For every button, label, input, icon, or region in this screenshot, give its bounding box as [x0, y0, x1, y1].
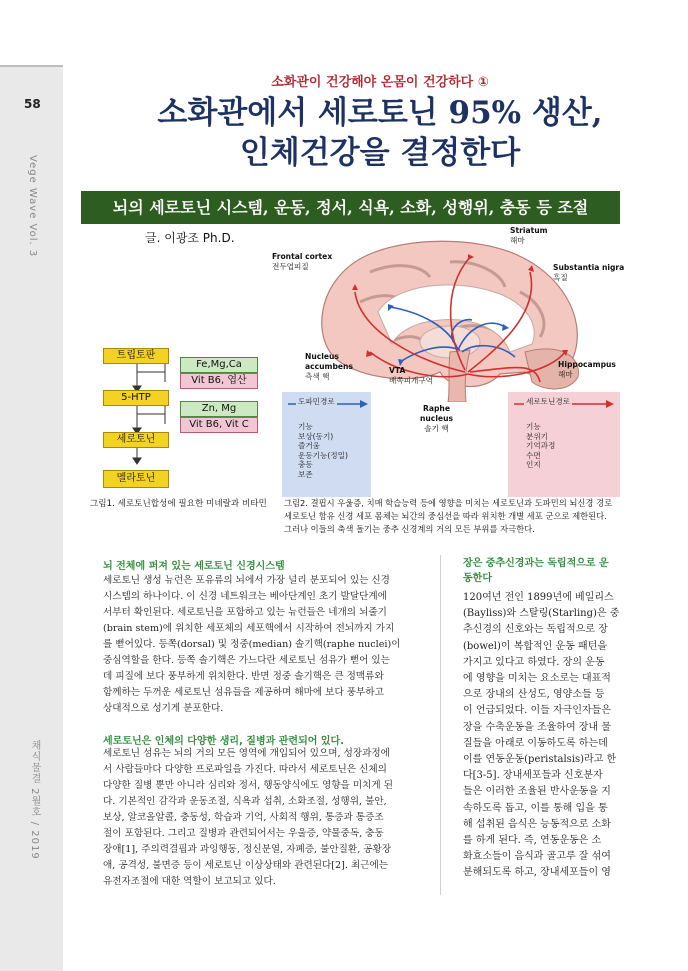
- subtitle-banner: 뇌의 세로토닌 시스템, 운동, 정서, 식욕, 소화, 성행위, 충동 등 조절: [81, 191, 620, 224]
- body-line: 함께하는 두꺼운 세로토닌 섬유들을 제공하며 해마에 보다 풍부하고: [103, 687, 384, 698]
- body-line: 장애[1], 주의력결핍과 과잉행동, 정신분열, 자폐증, 불안질환, 공황장: [103, 844, 392, 855]
- side-line: 속하도록 돕고, 이를 통해 입을 통: [463, 802, 608, 814]
- side-line: 들은 이러한 조율된 반사운동을 지: [463, 786, 611, 798]
- side-line: 분해되도록 하고, 장내세포들이 영: [463, 867, 611, 879]
- figure2-caption: [284, 497, 644, 536]
- left-margin-band-rule: [0, 65, 63, 67]
- body-line: (brain stem)에 위치한 세포체의 세포핵에서 시작하여 전뇌까지 가지: [103, 623, 395, 634]
- label-frontal-cortex: [272, 252, 332, 272]
- serotonin-item: 기억과정: [526, 441, 556, 450]
- label-striatum-ko: 해마: [510, 236, 525, 245]
- section1-heading: 뇌 전체에 퍼져 있는 세로토닌 신경시스템: [103, 561, 285, 572]
- label-nucleus-accumbens-ko: 측색 핵: [305, 372, 330, 381]
- label-substantia-nigra-ko: 흑질: [553, 273, 568, 282]
- cofactor-vitamins-2: Vit B6, Vit C: [180, 417, 258, 433]
- cofactor-minerals-2: Zn, Mg: [180, 401, 258, 417]
- serotonin-pathway-items: [526, 422, 555, 470]
- dopamine-pathway-items: [298, 422, 348, 479]
- side-text-issue: 채식물결 2월호 / 2019: [29, 740, 40, 860]
- body-line: 중심역할을 한다. 등쪽 솔기핵은 가느다란 세로토닌 섬유가 뻗어 있는: [103, 655, 390, 666]
- label-hippocampus-ko: 해마: [558, 370, 573, 379]
- label-vta: [389, 366, 433, 386]
- title-line-1: 소화관에서 세로토닌 95% 생산,: [157, 95, 603, 131]
- side-line: (Bayliss)와 스탈링(Starling)은 중: [463, 608, 620, 620]
- figure2-caption-line: 그림2. 결핍시 우울증, 치매 학습능력 등에 영향을 미치는 세로토닌과 도파민의 뇌신경 경로: [284, 498, 613, 508]
- side-line: 이 언급되었다. 이들 자극인자들은: [463, 705, 611, 717]
- side-heading-line: 장은 중추신경과는 독립적으로 운: [463, 558, 609, 569]
- label-nucleus-accumbens-en2: accumbens: [305, 362, 353, 371]
- serotonin-item: 인지: [526, 460, 541, 469]
- label-substantia-nigra-en: Substantia nigra: [553, 263, 625, 272]
- label-raphe-ko: 솔기 핵: [424, 424, 449, 433]
- label-nucleus-accumbens: [305, 352, 353, 382]
- serotonin-item: 기능: [526, 422, 541, 431]
- dopamine-item: 기능: [298, 422, 313, 431]
- column-divider: [440, 555, 441, 895]
- serotonin-item: 분위기: [526, 431, 549, 441]
- label-raphe-en: Raphe: [423, 404, 450, 413]
- dopamine-item: 보존: [298, 469, 313, 479]
- page-number: 58: [24, 97, 41, 111]
- label-vta-en: VTA: [389, 366, 406, 375]
- dopamine-pathway-title: 도파민경로: [298, 397, 335, 406]
- side-line: 해 섭취된 음식은 능동적으로 소화: [463, 818, 611, 830]
- side-line: 이를 연동운동(peristalsis)라고 한: [463, 754, 617, 766]
- body-line: 다양한 질병 뿐만 아니라 심리와 정서, 행동양식에도 영향을 미치게 된: [103, 780, 393, 791]
- body-line: 절이 포함된다. 그리고 질병과 관련되어서는 우울증, 약물중독, 충동: [103, 828, 384, 839]
- author-byline: 글. 이광조 Ph.D.: [145, 231, 235, 245]
- figure2-caption-line: 그러나 이들의 축색 돌기는 중추 신경계의 거의 모든 부위를 자극한다.: [284, 524, 535, 534]
- section1-body: [103, 573, 428, 717]
- side-heading: [463, 556, 609, 586]
- figure1-caption: 그림1. 세로토닌합성에 필요한 미네랄과 비타민: [90, 499, 267, 509]
- title-line-2: 인체건강을 결정한다: [239, 135, 521, 171]
- side-line: 가지고 있다고 하였다. 장의 운동: [463, 656, 605, 668]
- side-line: 에 영향을 미치는 요소로는 대표적: [463, 673, 611, 685]
- side-line: 를 하게 된다. 즉, 연동운동은 소: [463, 835, 602, 847]
- flow-step-serotonin: 세로토닌: [103, 432, 169, 448]
- body-line: 데 피질에 보다 풍부하게 위치한다. 반면 정중 솔기핵은 큰 정맥류와: [103, 671, 384, 682]
- label-raphe-nucleus: [420, 404, 453, 434]
- side-line: (bowel)이 복합적인 운동 패턴을: [463, 640, 608, 652]
- label-striatum-en: Striatum: [510, 226, 548, 235]
- side-line: 으로 장내의 산성도, 영양소들 등: [463, 689, 605, 701]
- label-frontal-cortex-ko: 전두엽피질: [272, 262, 309, 271]
- serotonin-pathway-title: 세로토닌경로: [526, 397, 571, 406]
- body-line: 를 뻗어있다. 등쪽(dorsal) 및 정중(median) 솔기핵(raphe nuclei)이: [103, 639, 401, 650]
- serotonin-item: 수면: [526, 450, 541, 460]
- label-hippocampus-en: Hippocampus: [558, 360, 616, 369]
- series-kicker: 소화관이 건강해야 온몸이 건강하다 ①: [271, 75, 489, 90]
- body-line: 시스템의 하나이다. 이 신경 네트워크는 베아단계인 초기 발달단계에: [103, 591, 387, 602]
- body-line: 서 사람들마다 다양한 프로파일을 가진다. 따라서 세로토닌은 신체의: [103, 764, 387, 775]
- dopamine-item: 즐거움: [298, 441, 321, 450]
- dopamine-item: 충동: [298, 460, 313, 469]
- body-line: 애, 공격성, 불면증 등이 세로토닌 이상상태와 관련된다[2]. 최근에는: [103, 860, 389, 871]
- body-line: 보상, 알코올알콜, 충동성, 학습과 기억, 사회적 행위, 통증과 통증조: [103, 812, 384, 823]
- side-text-volume: Vege Wave Vol. 3: [27, 155, 38, 258]
- side-line: 다[3-5]. 장내세포들과 신호분자: [463, 770, 603, 782]
- body-line: 상대적으로 성기게 분포한다.: [103, 703, 224, 714]
- label-raphe-en2: nucleus: [420, 414, 453, 423]
- label-nucleus-accumbens-en: Nucleus: [305, 352, 339, 361]
- side-line: 120여년 전인 1899년에 베일리스: [463, 592, 614, 603]
- label-striatum: [510, 226, 548, 246]
- dopamine-item: 보상(동기): [298, 431, 334, 441]
- cofactor-vitamins-1: Vit B6, 엽산: [180, 373, 258, 389]
- section2-body: [103, 746, 428, 890]
- label-frontal-cortex-en: Frontal cortex: [272, 252, 333, 261]
- figure2-caption-line: 세로토닌 함유 신경 세포 몸체는 뇌간의 중심선을 따라 위치한 개별 세포 군으로 제한된다.: [284, 511, 607, 521]
- section2-heading: 세로토닌은 인체의 다양한 생리, 질병과 관련되어 있다.: [103, 736, 345, 747]
- dopamine-item: 운동기능(정밀): [298, 450, 348, 460]
- cofactor-minerals-1: Fe,Mg,Ca: [180, 357, 258, 373]
- flow-step-melatonin: 멜라토닌: [103, 470, 169, 488]
- side-heading-line: 동한다: [463, 573, 492, 584]
- label-substantia-nigra: [553, 263, 624, 283]
- side-line: 화효소들이 음식과 골고루 잘 섞여: [463, 851, 611, 863]
- label-hippocampus: [558, 360, 616, 380]
- side-line: 질들을 아래로 이동하도록 하는데: [463, 737, 608, 749]
- body-line: 세로토닌 생성 뉴런은 포유류의 뇌에서 가장 널리 분포되어 있는 신경: [103, 575, 390, 586]
- side-body: [463, 590, 643, 882]
- flow-step-tryptophan: 트립토판: [103, 348, 169, 364]
- label-vta-ko: 배쪽피개구역: [389, 376, 434, 385]
- body-line: 세로토닌 섬유는 뇌의 거의 모든 영역에 개입되어 있으며, 성장과정에: [103, 748, 390, 759]
- body-line: 유전자조절에 대한 역할이 보고되고 있다.: [103, 876, 276, 887]
- article-title: [100, 93, 660, 173]
- flow-step-5htp: 5-HTP: [103, 390, 169, 406]
- side-line: 추신경의 신호와는 독립적으로 장: [463, 624, 608, 636]
- body-line: 서부터 확인된다. 세로토닌을 포함하고 있는 뉴런들은 네개의 뇌줄기: [103, 607, 387, 618]
- side-line: 장을 수축운동을 조율하여 장내 물: [463, 721, 611, 733]
- body-line: 다. 기본적인 감각과 운동조절, 식욕과 섭취, 소화조절, 성행위, 불안,: [103, 796, 387, 807]
